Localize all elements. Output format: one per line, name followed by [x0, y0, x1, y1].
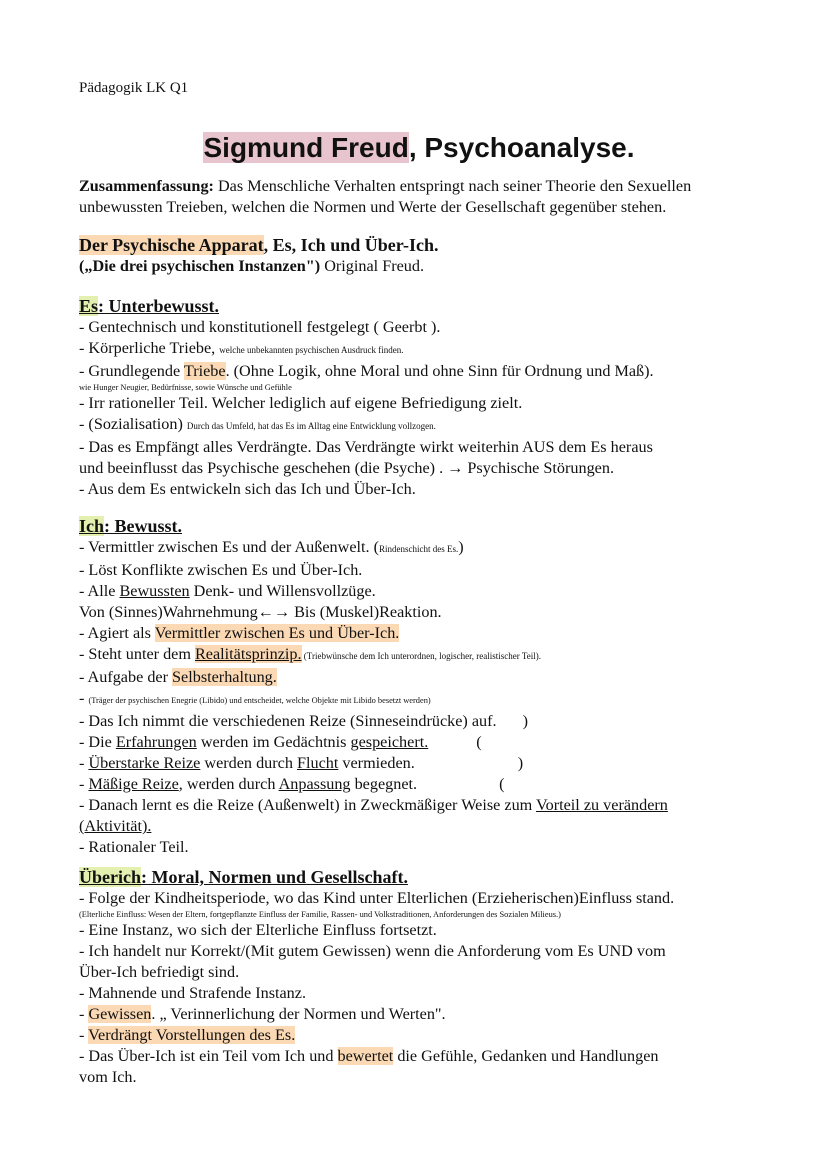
list-item: - Mäßige Reize, werden durch Anpassung begegnet. ( [79, 775, 505, 793]
list-item: - Überstarke Reize werden durch Flucht vermieden. ) [79, 754, 524, 772]
list-item: - Körperliche Triebe, welche unbekannten psychischen Ausdruck finden. [79, 339, 404, 357]
page-title [79, 132, 759, 164]
course-header: Pädagogik LK Q1 [79, 80, 189, 96]
list-item: - Ich handelt nur Korrekt/(Mit gutem Gewissen) wenn die Anforderung vom Es UND vom [79, 942, 666, 960]
list-item: - Danach lernt es die Reize (Außenwelt) in Zweckmäßiger Weise zum Vorteil zu verändern [79, 796, 668, 814]
list-item: - Verdrängt Vorstellungen des Es. [79, 1026, 296, 1044]
section-es: Es: Unterbewusst. - Gentechnisch und konstitutionell festgelegt ( Geerbt ). - Körperliche Triebe, welche unbekannten psychischen Ausdruck finden. - Grundlegende Triebe. (Ohne Logik, ohne Moral und ohne Sinn für Ordnung und Maß). wie Hunger Neugier, Bedürfnisse, sowie Wünsche und Gefühle - Irr rationeller Teil. Welcher lediglich auf eigene Befriedigung zielt. - (Sozialisation) Durch das Umfeld, hat das Es im Alltag eine Entwicklung vollzogen. - Das es Empfängt alles Verdrängte. Das Verdrängte wirkt weiterhin AUS dem Es heraus und beeinflusst das Psychische geschehen (die Psyche) . → Psychische Störungen. - Aus dem Es entwickeln sich das Ich und Über-Ich. [79, 295, 759, 500]
list-item: - Folge der Kindheitsperiode, wo das Kind unter Elterlichen (Erzieherischen)Einfluss stand. [79, 889, 675, 907]
ich-heading: Ich: Bewusst. [79, 516, 183, 536]
list-item: - (Träger der psychischen Enegrie (Libido) und entscheidet, welche Objekte mit Libido besetzt werden) [79, 689, 431, 707]
summary-label: Zusammenfassung: [79, 177, 214, 195]
apparat-heading: Der Psychische Apparat, Es, Ich und Über-Ich. [79, 235, 439, 255]
section-ueberich: Überich: Moral, Normen und Gesellschaft. - Folge der Kindheitsperiode, wo das Kind unter Elterlichen (Erzieherischen)Einfluss stand. (Elterliche Einfluss: Wesen der Eltern, fortgepflanzte Einfluss der Familie, Rassen- und Volkstraditionen, Anforderungen des Sozialen Milieus.) - Eine Instanz, wo sich der Elterliche Einfluss fortsetzt. - Ich handelt nur Korrekt/(Mit gutem Gewissen) wenn die Anforderung vom Es UND vom Über-Ich befriedigt sind. - Mahnende und Strafende Instanz. - Gewissen. „ Verinnerlichung der Normen und Werten". - Verdrängt Vorstellungen des Es. - Das Über-Ich ist ein Teil vom Ich und bewertet die Gefühle, Gedanken und Handlungen vom Ich. [79, 866, 759, 1088]
list-item: - Grundlegende Triebe. (Ohne Logik, ohne Moral und ohne Sinn für Ordnung und Maß). [79, 362, 654, 380]
list-item: - Das es Empfängt alles Verdrängte. Das Verdrängte wirkt weiterhin AUS dem Es heraus [79, 438, 653, 456]
section-ich: Ich: Bewusst. - Vermittler zwischen Es und der Außenwelt. (Rindenschicht des Es.) - Löst Konflikte zwischen Es und Über-Ich. - Alle Bewussten Denk- und Willensvollzüge. Von (Sinnes)Wahrnehmung←→ Bis (Muskel)Reaktion. - Agiert als Vermittler zwischen Es und Über-Ich. - Steht unter dem Realitätsprinzip. (Triebwünsche dem Ich unterordnen, logischer, realistischer Teil). - Aufgabe der Selbsterhaltung. - (Träger der psychischen Enegrie (Libido) und entscheidet, welche Objekte mit Libido besetzt werden) - Das Ich nimmt die verschiedenen Reize (Sinneseindrücke) auf. ) - Die Erfahrungen werden im Gedächtnis gespeichert. ( - Überstarke Reize werden durch Flucht vermieden. ) - Mäßige Reize, werden durch Anpassung begegnet. ( - Danach lernt es die Reize (Außenwelt) in Zweckmäßiger Weise zum Vorteil zu verändern (Aktivität). - Rationaler Teil. [79, 515, 759, 858]
list-item: - Agiert als Vermittler zwischen Es und Über-Ich. [79, 624, 400, 642]
list-item: - Rationaler Teil. [79, 838, 189, 856]
list-item: - Das Über-Ich ist ein Teil vom Ich und bewertet die Gefühle, Gedanken und Handlungen [79, 1047, 659, 1065]
note: wie Hunger Neugier, Bedürfnisse, sowie Wünsche und Gefühle [79, 383, 292, 392]
list-item: - Irr rationeller Teil. Welcher lediglich auf eigene Befriedigung zielt. [79, 394, 523, 412]
list-item: - Alle Bewussten Denk- und Willensvollzüge. [79, 582, 376, 600]
note: (Elterliche Einfluss: Wesen der Eltern, fortgepflanzte Einfluss der Familie, Rassen- und Volkstraditionen, Anforderungen des Sozialen Milieus.) [79, 910, 561, 919]
list-item: - Gewissen. „ Verinnerlichung der Normen und Werten". [79, 1005, 446, 1023]
summary-paragraph: Zusammenfassung: Das Menschliche Verhalten entspringt nach seiner Theorie den Sexuellen unbewussten Treieben, welchen die Normen und Werte der Gesellschaft gegenüber stehen. [79, 177, 692, 216]
title-name: Sigmund Freud [203, 132, 409, 163]
list-item: - Aus dem Es entwickeln sich das Ich und Über-Ich. [79, 480, 416, 498]
list-item: - Die Erfahrungen werden im Gedächtnis gespeichert. ( [79, 733, 482, 751]
es-heading: Es: Unterbewusst. [79, 296, 220, 316]
list-item: Von (Sinnes)Wahrnehmung←→ Bis (Muskel)Reaktion. [79, 603, 442, 621]
list-item: - Mahnende und Strafende Instanz. [79, 984, 306, 1002]
list-item: - Steht unter dem Realitätsprinzip. (Triebwünsche dem Ich unterordnen, logischer, realistischer Teil). [79, 645, 541, 663]
ueberich-heading: Überich: Moral, Normen und Gesellschaft. [79, 867, 408, 887]
title-rest: , Psychoanalyse. [408, 132, 635, 163]
list-item: - Gentechnisch und konstitutionell festgelegt ( Geerbt ). [79, 318, 441, 336]
list-item: - Vermittler zwischen Es und der Außenwelt. (Rindenschicht des Es.) [79, 538, 464, 556]
list-item: - Aufgabe der Selbsterhaltung. [79, 668, 277, 686]
list-item: - Das Ich nimmt die verschiedenen Reize (Sinneseindrücke) auf. ) [79, 712, 528, 730]
list-item: - Eine Instanz, wo sich der Elterliche Einfluss fortsetzt. [79, 921, 437, 939]
list-item: - Löst Konflikte zwischen Es und Über-Ich. [79, 561, 363, 579]
list-item: - (Sozialisation) Durch das Umfeld, hat das Es im Alltag eine Entwicklung vollzogen. [79, 415, 436, 433]
section-apparat: Der Psychische Apparat, Es, Ich und Über-Ich. („Die drei psychischen Instanzen") Original Freud. [79, 234, 759, 277]
